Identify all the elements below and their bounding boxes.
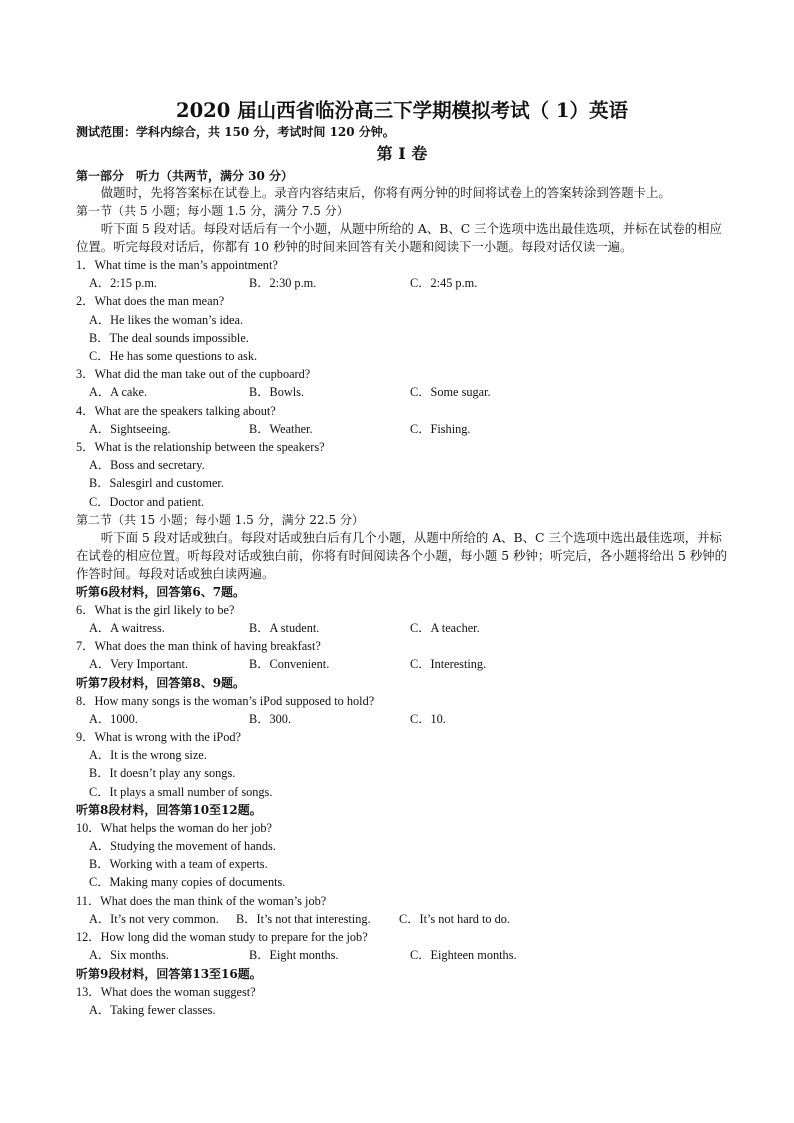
option-a: A．Studying the movement of hands.	[89, 839, 276, 854]
option-c: C．Eighteen months.	[410, 948, 517, 963]
option-a: A．A waitress.	[89, 621, 165, 636]
question-6: 6．What is the girl likely to be?	[76, 602, 235, 617]
volume-heading: 第 I 卷	[376, 144, 428, 163]
option-c: C．A teacher.	[410, 621, 480, 636]
section2-instructions: 听下面 5 段对话或独白。每段对话或独白后有几个小题，从题中所给的 A、B、C 三个选项中选出最佳选项，并标在试卷的相应位置。听每段对话或独白前，你将有时间阅读各个小题，每小题 5 秒钟；听完后，各小题将给出 5 秒钟的作答时间。每段对话或独白读两遍。	[76, 529, 728, 581]
question-7-options	[76, 655, 728, 673]
option-a: A．1000.	[89, 711, 138, 726]
option-b: B．The deal sounds impossible.	[89, 330, 249, 345]
material-6-heading: 听第6段材料，回答第6、7题。	[76, 584, 246, 599]
test-scope: 测试范围：学科内综合，共 150 分，考试时间 120 分钟。	[76, 125, 395, 139]
option-b: B．Salesgirl and customer.	[89, 476, 224, 491]
page-title: 2020 届山西省临汾高三下学期模拟考试（ 1）英语	[176, 99, 628, 122]
exam-page	[76, 98, 728, 1019]
question-10: 10．What helps the woman do her job?	[76, 820, 273, 835]
question-11-options	[76, 910, 728, 928]
question-13: 13．What does the woman suggest?	[76, 984, 256, 999]
option-a: A．Six months.	[89, 948, 169, 963]
option-c: C．Some sugar.	[410, 385, 491, 400]
question-12-options	[76, 946, 728, 964]
option-c: C．He has some questions to ask.	[89, 349, 258, 364]
material-8-heading: 听第8段材料，回答第10至12题。	[76, 802, 262, 817]
question-2: 2．What does the man mean?	[76, 294, 225, 309]
question-3: 3．What did the man take out of the cupboard?	[76, 367, 311, 382]
option-b: B．A student.	[249, 621, 320, 636]
option-b: B．Eight months.	[249, 948, 339, 963]
part1-intro: 做题时，先将答案标在试卷上。录音内容结束后，你将有两分钟的时间将试卷上的答案转涂到答题卡上。	[100, 185, 671, 200]
question-1-options	[76, 274, 728, 292]
question-7: 7．What does the man think of having breakfast?	[76, 639, 321, 654]
option-a: A．He likes the woman’s idea.	[89, 312, 244, 327]
option-a: A．Very Important.	[89, 657, 189, 672]
question-4: 4．What are the speakers talking about?	[76, 403, 276, 418]
option-c: C．10.	[410, 711, 446, 726]
question-8-options	[76, 710, 728, 728]
material-7-heading: 听第7段材料，回答第8、9题。	[76, 675, 246, 690]
question-11: 11．What does the man think of the woman’s job?	[76, 893, 327, 908]
question-5: 5．What is the relationship between the speakers?	[76, 440, 325, 455]
section2-heading: 第二节（共 15 小题；每小题 1.5 分，满分 22.5 分）	[76, 512, 364, 527]
material-9-heading: 听第9段材料，回答第13至16题。	[76, 966, 262, 981]
option-a: A．2:15 p.m.	[89, 276, 157, 291]
option-b: B．2:30 p.m.	[249, 276, 317, 291]
section1-heading: 第一节（共 5 小题；每小题 1.5 分，满分 7.5 分）	[76, 204, 349, 218]
option-b: B．Bowls.	[249, 385, 305, 400]
option-b: B．Weather.	[249, 421, 313, 436]
question-9: 9．What is wrong with the iPod?	[76, 730, 241, 745]
option-c: C．2:45 p.m.	[410, 276, 478, 291]
option-b: B．It doesn’t play any songs.	[89, 766, 236, 781]
option-c: C．Doctor and patient.	[89, 494, 205, 509]
option-b: B．Working with a team of experts.	[89, 857, 268, 872]
option-a: A．A cake.	[89, 385, 148, 400]
option-c: C．It’s not hard to do.	[399, 911, 511, 926]
question-6-options	[76, 619, 728, 637]
question-1: 1．What time is the man’s appointment?	[76, 258, 278, 272]
question-12: 12．How long did the woman study to prepare for the job?	[76, 930, 368, 945]
part1-heading: 第一部分 听力（共两节，满分 30 分）	[76, 169, 294, 183]
option-a: A．Boss and secretary.	[89, 458, 205, 473]
option-c: C．Making many copies of documents.	[89, 875, 286, 890]
option-b: B．300.	[249, 711, 292, 726]
option-b: B．It’s not that interesting.	[236, 911, 371, 926]
question-3-options	[76, 383, 728, 401]
option-a: A．It’s not very common.	[89, 911, 219, 926]
question-8: 8．How many songs is the woman’s iPod supposed to hold?	[76, 693, 375, 708]
section1-instructions: 听下面 5 段对话。每段对话后有一个小题，从题中所给的 A、B、C 三个选项中选出最佳选项，并标在试卷的相应位置。听完每段对话后，你都有 10 秒钟的时间来回答有关小题和阅读下一小题。每段对话仅读一遍。	[76, 221, 722, 254]
option-a: A．Taking fewer classes.	[89, 1002, 216, 1017]
option-a: A．Sightseeing.	[89, 421, 171, 436]
option-b: B．Convenient.	[249, 657, 330, 672]
option-c: C．Interesting.	[410, 657, 487, 672]
option-c: C．It plays a small number of songs.	[89, 784, 273, 799]
question-4-options	[76, 420, 728, 438]
option-a: A．It is the wrong size.	[89, 748, 207, 763]
option-c: C．Fishing.	[410, 421, 471, 436]
